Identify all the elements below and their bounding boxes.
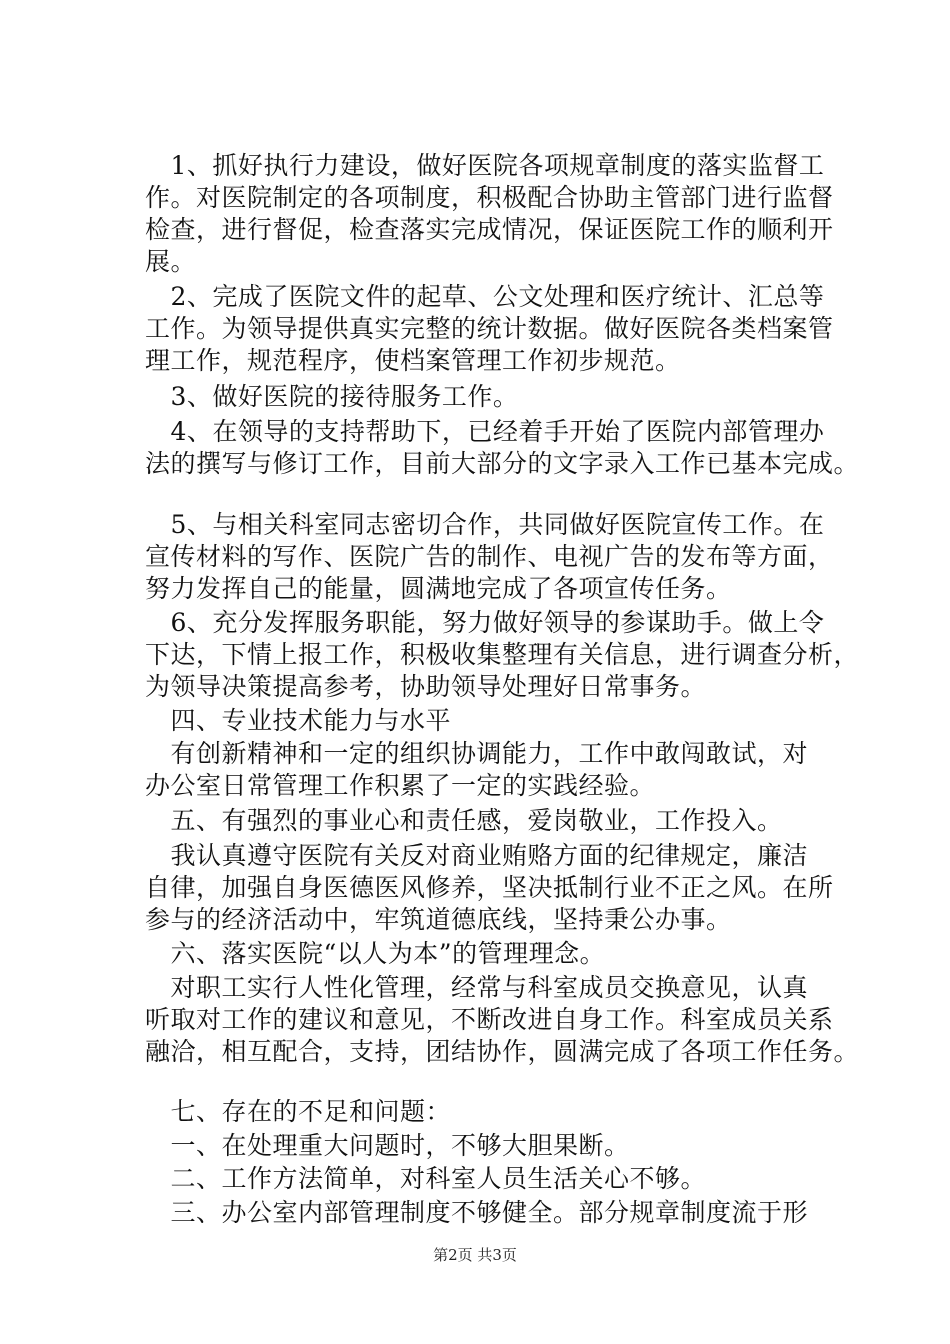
text-line: 听取对工作的建议和意见，不断改进自身工作。科室成员关系	[145, 1005, 834, 1034]
text-line: 五、有强烈的事业心和责任感，爱岗敬业，工作投入。	[145, 806, 783, 835]
text-line: 1、抓好执行力建设，做好医院各项规章制度的落实监督工	[145, 151, 825, 180]
text-line: 宣传材料的写作、医院广告的制作、电视广告的发布等方面，	[145, 542, 834, 571]
page-number-footer: 第2页 共3页	[433, 1246, 517, 1264]
text-line: 对职工实行人性化管理，经常与科室成员交换意见，认真	[145, 973, 809, 1002]
text-line: 努力发挥自己的能量，圆满地完成了各项宣传任务。	[145, 574, 732, 603]
text-line: 展。	[145, 247, 197, 276]
text-line: 为领导决策提高参考，协助领导处理好日常事务。	[145, 672, 707, 701]
text-line: 有创新精神和一定的组织协调能力，工作中敢闯敢试，对	[145, 739, 809, 768]
text-line: 三、办公室内部管理制度不够健全。部分规章制度流于形	[145, 1198, 809, 1227]
text-line: 自律，加强自身医德医风修养，坚决抵制行业不正之风。在所	[145, 873, 834, 902]
text-line: 5、与相关科室同志密切合作，共同做好医院宣传工作。在	[145, 510, 825, 539]
text-line: 4、在领导的支持帮助下，已经着手开始了医院内部管理办	[145, 417, 825, 446]
text-line: 我认真遵守医院有关反对商业贿赂方面的纪律规定，廉洁	[145, 841, 809, 870]
text-line: 工作。为领导提供真实完整的统计数据。做好医院各类档案管	[145, 314, 834, 343]
text-line: 六、落实医院“以人为本”的管理理念。	[145, 939, 606, 968]
text-line: 理工作，规范程序，使档案管理工作初步规范。	[145, 346, 681, 375]
text-line: 6、充分发挥服务职能，努力做好领导的参谋助手。做上令	[145, 608, 825, 637]
text-line: 下达，下情上报工作，积极收集整理有关信息，进行调查分析，	[145, 640, 860, 669]
text-line: 2、完成了医院文件的起草、公文处理和医疗统计、汇总等	[145, 282, 825, 311]
text-line: 七、存在的不足和问题：	[145, 1097, 452, 1126]
text-line: 3、做好医院的接待服务工作。	[145, 382, 519, 411]
text-line: 四、专业技术能力与水平	[145, 706, 452, 735]
text-line: 一、在处理重大问题时，不够大胆果断。	[145, 1131, 630, 1160]
text-line: 融洽，相互配合，支持，团结协作，圆满完成了各项工作任务。	[145, 1037, 860, 1066]
text-line: 办公室日常管理工作积累了一定的实践经验。	[145, 771, 656, 800]
text-line: 作。对医院制定的各项制度，积极配合协助主管部门进行监督	[145, 183, 834, 212]
text-line: 参与的经济活动中，牢筑道德底线，坚持秉公办事。	[145, 905, 732, 934]
text-line: 二、工作方法简单，对科室人员生活关心不够。	[145, 1164, 707, 1193]
text-line: 法的撰写与修订工作，目前大部分的文字录入工作已基本完成。	[145, 449, 860, 478]
text-line: 检查，进行督促，检查落实完成情况，保证医院工作的顺利开	[145, 215, 834, 244]
